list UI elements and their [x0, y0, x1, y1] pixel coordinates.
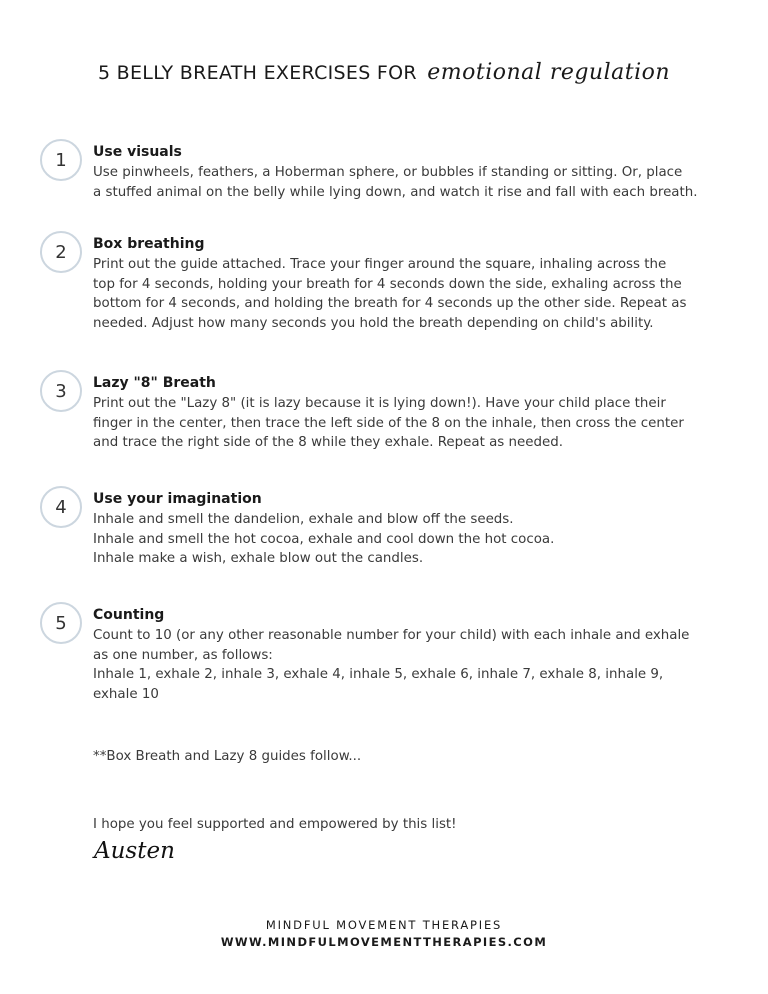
exercise-line: Inhale make a wish, exhale blow out the candles. — [93, 551, 424, 567]
number-circle-3: 3 — [40, 370, 82, 412]
number-circle-1: 1 — [40, 139, 82, 181]
exercise-line: finger in the center, then trace the left side of the 8 on the inhale, then cross the center — [93, 415, 684, 431]
footer-website-url: WWW.MINDFULMOVEMENTTHERAPIES.COM — [220, 935, 548, 949]
guides-follow-note: **Box Breath and Lazy 8 guides follow... — [93, 749, 362, 764]
footer-brand-name: MINDFUL MOVEMENT THERAPIES — [265, 918, 503, 932]
exercise-line: Inhale and smell the dandelion, exhale and blow off the seeds. — [93, 511, 514, 527]
exercise-line: Print out the "Lazy 8" (it is lazy because it is lying down!). Have your child place their — [93, 395, 666, 411]
exercise-title-5: Counting — [93, 607, 165, 623]
exercise-body-3 — [93, 374, 733, 453]
exercise-line: a stuffed animal on the belly while lying down, and watch it rise and fall with each breath. — [93, 184, 698, 200]
number-circle-2: 2 — [40, 231, 82, 273]
exercise-line: and trace the right side of the 8 while they exhale. Repeat as needed. — [93, 435, 563, 451]
exercise-line: Count to 10 (or any other reasonable number for your child) with each inhale and exhale — [93, 627, 690, 643]
exercise-body-5 — [93, 606, 733, 705]
exercise-body-4 — [93, 490, 733, 569]
exercise-line: needed. Adjust how many seconds you hold the breath depending on child's ability. — [93, 316, 654, 332]
title-main: 5 BELLY BREATH EXERCISES FOR — [97, 62, 417, 84]
closing-note: I hope you feel supported and empowered by this list! — [93, 817, 457, 832]
exercise-line: Inhale and smell the hot cocoa, exhale and cool down the hot cocoa. — [93, 531, 555, 547]
number-circle-4: 4 — [40, 486, 82, 528]
exercise-body-1 — [93, 143, 733, 202]
exercise-line: Inhale 1, exhale 2, inhale 3, exhale 4, inhale 5, exhale 6, inhale 7, exhale 8, inhale 9, — [93, 667, 664, 683]
exercise-title-1: Use visuals — [93, 144, 182, 160]
exercise-line: exhale 10 — [93, 687, 159, 703]
exercise-title-2: Box breathing — [93, 236, 205, 252]
exercise-line: Print out the guide attached. Trace your finger around the square, inhaling across the — [93, 256, 667, 272]
exercise-line: top for 4 seconds, holding your breath for 4 seconds down the side, exhaling across the — [93, 276, 682, 292]
exercise-line: as one number, as follows: — [93, 647, 273, 663]
title-script: emotional regulation — [427, 60, 671, 85]
number-circle-5: 5 — [40, 602, 82, 644]
exercise-body-2 — [93, 235, 733, 334]
exercise-line: bottom for 4 seconds, and holding the breath for 4 seconds up the other side. Repeat as — [93, 296, 687, 312]
page-title — [0, 60, 768, 85]
exercise-title-3: Lazy "8" Breath — [93, 375, 216, 391]
signature: Austen — [94, 838, 175, 864]
exercise-line: Use pinwheels, feathers, a Hoberman sphere, or bubbles if standing or sitting. Or, place — [93, 164, 683, 180]
exercise-title-4: Use your imagination — [93, 491, 262, 507]
